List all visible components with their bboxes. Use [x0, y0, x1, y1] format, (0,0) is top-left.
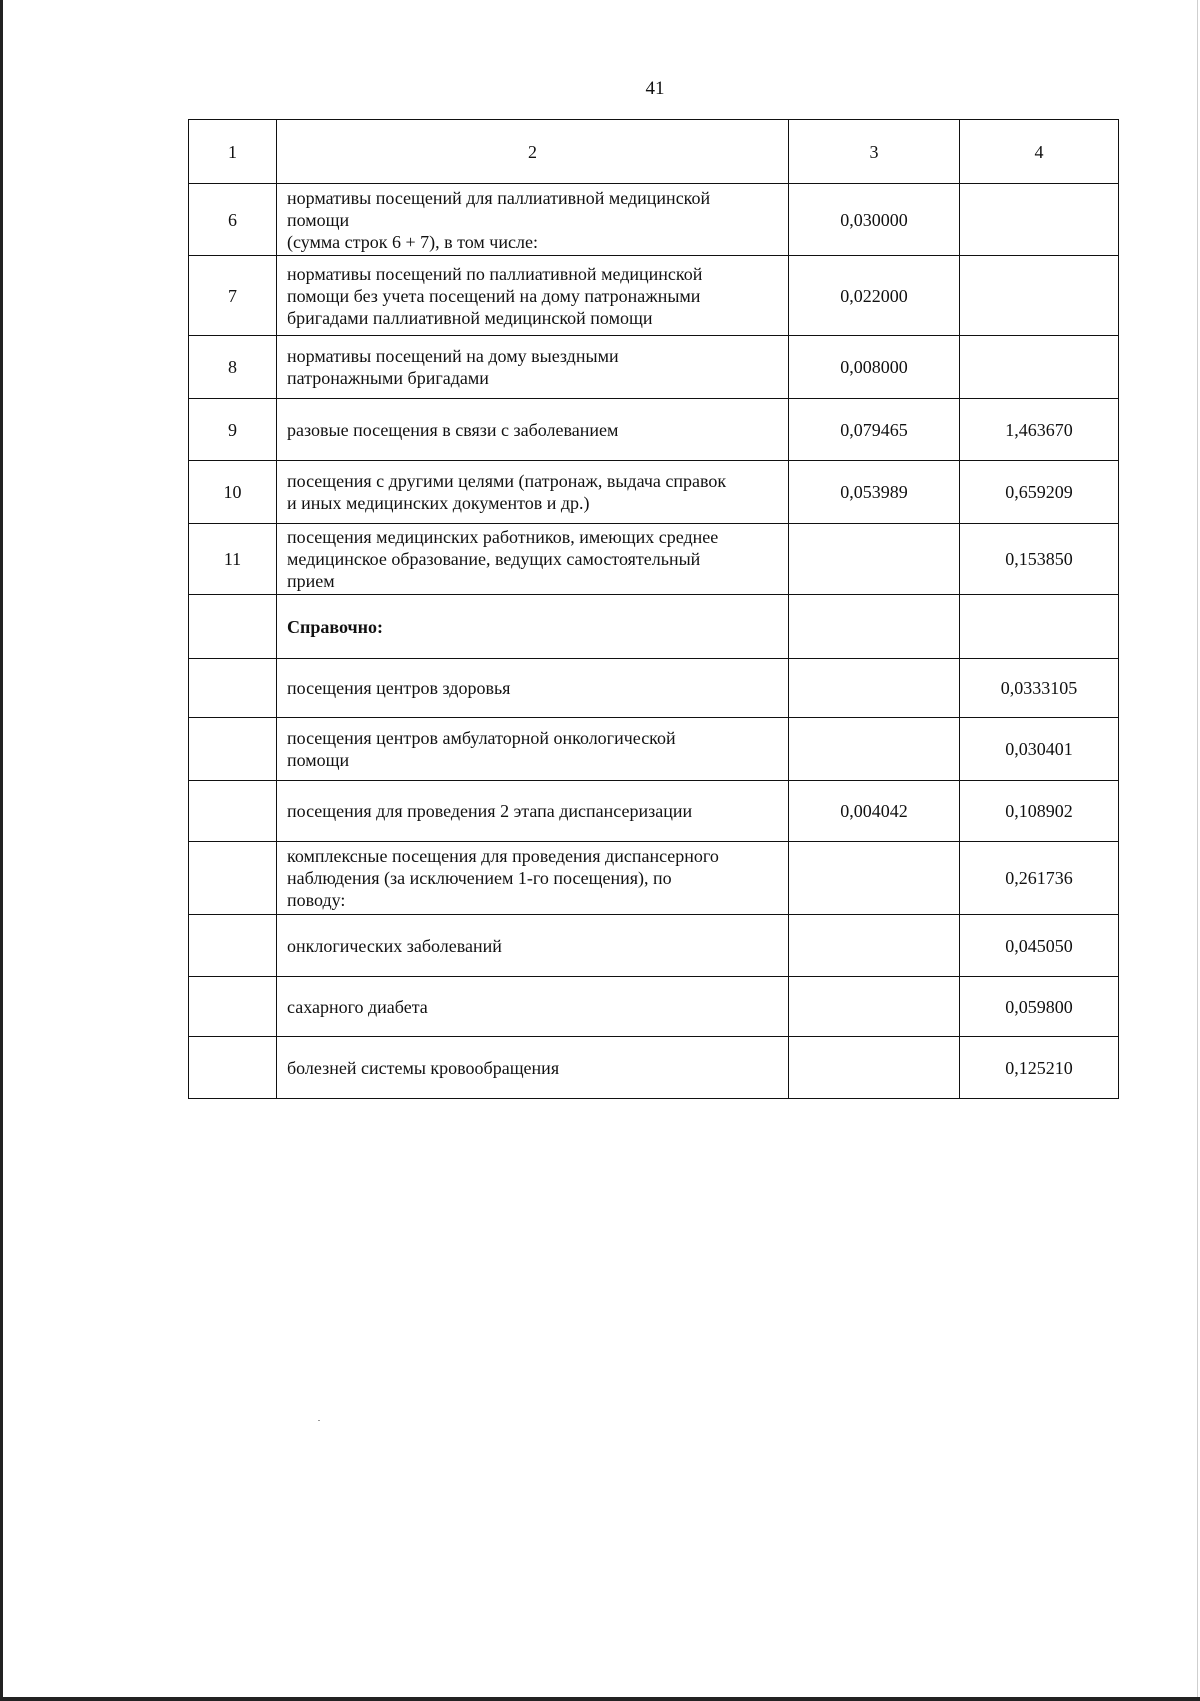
description-line: посещения центров амбулаторной онкологической [287, 728, 676, 748]
row-description-cell [277, 842, 789, 915]
description-line: наблюдения (за исключением 1-го посещения), по [287, 868, 672, 888]
column-3-value [789, 915, 960, 977]
row-number-cell: 10 [189, 461, 277, 524]
table-row [189, 915, 1119, 977]
page-number: 41 [645, 78, 665, 99]
column-4-value [960, 184, 1119, 256]
column-3-value [789, 1037, 960, 1099]
row-number-cell [189, 1037, 277, 1099]
table-row [189, 336, 1119, 399]
column-3-value [789, 718, 960, 781]
column-4-value: 0,059800 [960, 977, 1119, 1037]
row-description-cell [277, 1037, 789, 1099]
table-header-row [189, 120, 1119, 184]
column-4-value: 0,659209 [960, 461, 1119, 524]
description-line: прием [287, 571, 335, 591]
table-row [189, 1037, 1119, 1099]
column-3-value: 0,030000 [789, 184, 960, 256]
column-3-value: 0,022000 [789, 256, 960, 336]
table-row [189, 256, 1119, 336]
column-3-value: 0,053989 [789, 461, 960, 524]
row-number-cell [189, 659, 277, 718]
scan-border-bottom [0, 1697, 1200, 1701]
column-3-value: 0,004042 [789, 781, 960, 842]
column-4-value: 0,045050 [960, 915, 1119, 977]
scan-border-right [1197, 0, 1198, 1701]
description-line: сахарного диабета [287, 996, 428, 1017]
column-4-value: 1,463670 [960, 399, 1119, 461]
table-row [189, 718, 1119, 781]
scan-speck [318, 1420, 320, 1421]
row-description-cell [277, 595, 789, 659]
row-number-cell: 7 [189, 256, 277, 336]
row-number-cell [189, 781, 277, 842]
row-description-cell [277, 256, 789, 336]
description-line: поводу: [287, 890, 346, 910]
row-description-cell [277, 336, 789, 399]
row-description-cell [277, 659, 789, 718]
row-number-cell: 11 [189, 524, 277, 595]
description-line: разовые посещения в связи с заболеванием [287, 419, 619, 440]
table-row [189, 842, 1119, 915]
row-number-cell [189, 915, 277, 977]
description-line: бригадами паллиативной медицинской помощи [287, 307, 653, 328]
description-line: нормативы посещений для паллиативной медицинской [287, 187, 711, 208]
column-4-value: 0,108902 [960, 781, 1119, 842]
description-line: Справочно: [287, 616, 384, 637]
table-row [189, 977, 1119, 1037]
row-number-cell [189, 595, 277, 659]
row-number-cell [189, 718, 277, 781]
table-row [189, 524, 1119, 595]
description-line: патронажными бригадами [287, 368, 489, 388]
row-description-cell [277, 781, 789, 842]
column-4-value: 0,125210 [960, 1037, 1119, 1099]
row-number-cell [189, 842, 277, 915]
header-col-3: 3 [789, 120, 960, 184]
description-line: и иных медицинских документов и др.) [287, 493, 590, 513]
header-col-1: 1 [189, 120, 277, 184]
description-line: онклогических заболеваний [287, 935, 502, 956]
column-4-value [960, 595, 1119, 659]
scan-border-left [0, 0, 3, 1701]
description-line: помощи без учета посещений на дому патронажными [287, 285, 701, 306]
column-4-value [960, 256, 1119, 336]
table-row [189, 461, 1119, 524]
description-line: посещения медицинских работников, имеющих среднее [287, 527, 719, 547]
row-description-cell [277, 977, 789, 1037]
row-number-cell: 9 [189, 399, 277, 461]
column-3-value [789, 977, 960, 1037]
row-number-cell: 6 [189, 184, 277, 256]
description-line: посещения для проведения 2 этапа диспансеризации [287, 801, 693, 821]
column-4-value: 0,153850 [960, 524, 1119, 595]
row-number-cell [189, 977, 277, 1037]
column-4-value [960, 336, 1119, 399]
header-col-4: 4 [960, 120, 1119, 184]
description-line: медицинское образование, ведущих самостоятельный [287, 549, 701, 569]
table-row [189, 659, 1119, 718]
column-3-value [789, 842, 960, 915]
column-4-value: 0,0333105 [960, 659, 1119, 718]
description-line: посещения центров здоровья [287, 678, 511, 698]
column-3-value: 0,079465 [789, 399, 960, 461]
table-row [189, 184, 1119, 256]
description-line: (сумма строк 6 + 7), в том числе: [287, 231, 538, 252]
description-line: нормативы посещений на дому выездными [287, 346, 619, 366]
column-3-value [789, 524, 960, 595]
table-row [189, 399, 1119, 461]
column-4-value: 0,261736 [960, 842, 1119, 915]
row-description-cell [277, 718, 789, 781]
description-line: нормативы посещений по паллиативной медицинской [287, 263, 703, 284]
table-row [189, 595, 1119, 659]
row-description-cell [277, 524, 789, 595]
description-line: посещения с другими целями (патронаж, выдача справок [287, 471, 727, 491]
row-description-cell [277, 461, 789, 524]
norms-table [188, 119, 1119, 1099]
table-row [189, 781, 1119, 842]
column-3-value: 0,008000 [789, 336, 960, 399]
description-line: помощи [287, 750, 350, 770]
row-number-cell: 8 [189, 336, 277, 399]
description-line: болезней системы кровообращения [287, 1057, 560, 1078]
column-4-value: 0,030401 [960, 718, 1119, 781]
description-line: комплексные посещения для проведения диспансерного [287, 846, 719, 866]
row-description-cell [277, 915, 789, 977]
row-description-cell [277, 399, 789, 461]
description-line: помощи [287, 209, 350, 230]
column-3-value [789, 595, 960, 659]
row-description-cell [277, 184, 789, 256]
header-col-2: 2 [277, 120, 789, 184]
column-3-value [789, 659, 960, 718]
